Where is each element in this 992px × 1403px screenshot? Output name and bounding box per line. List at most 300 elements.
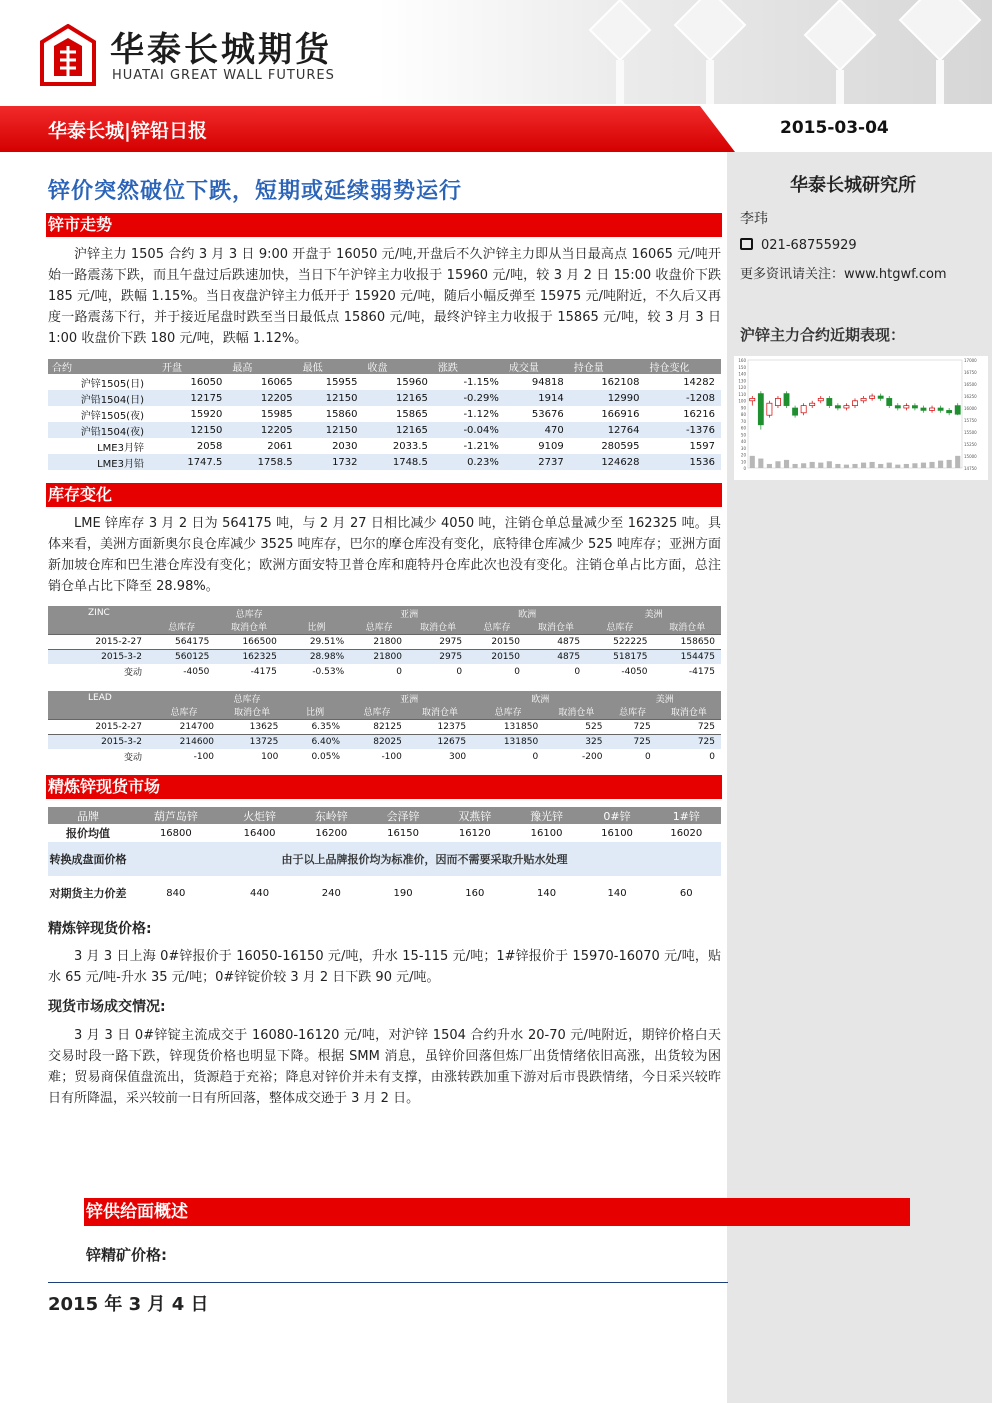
region-group-header: 美洲 (586, 606, 721, 620)
left-axis-tick: 140 (738, 371, 746, 377)
price-cell: 470 (505, 422, 570, 438)
contract-name: 沪锌1505(夜) (80, 410, 144, 422)
inventory-cell: 0 (574, 666, 581, 677)
inventory-subheader: 总库存 (346, 705, 408, 719)
supply-subheading: 锌精矿价格: (86, 1246, 167, 1264)
inventory-cell: 725 (608, 734, 656, 749)
inventory-cell: 522225 (586, 634, 653, 649)
price-cell: -0.29% (434, 390, 505, 406)
volume-bar (775, 461, 780, 468)
spot-price-table (48, 807, 721, 910)
volume-bar (895, 465, 900, 468)
volume-bar (955, 456, 960, 468)
inventory-subheader: 总库存 (350, 620, 408, 634)
brand-header: 东岭锌 (295, 807, 367, 824)
right-axis-tick: 15500 (964, 430, 977, 435)
brand-diff: 60 (679, 887, 693, 899)
brand-diff: 140 (607, 887, 627, 899)
inventory-cell: -4050 (621, 666, 648, 677)
volume-bar (929, 462, 934, 468)
inventory-cell: 6.35% (284, 719, 346, 734)
price-cell: 1758.5 (228, 454, 298, 470)
inventory-cell: 2975 (408, 649, 468, 664)
inventory-cell: 162325 (215, 649, 282, 664)
price-cell: 16216 (683, 408, 715, 420)
inventory-row (48, 649, 721, 664)
page-header (0, 0, 992, 104)
inventory-subheader: 总库存 (472, 705, 544, 719)
brand-name-cn: 华泰长城期货 (110, 30, 332, 70)
section-bar-supply (84, 1198, 910, 1226)
price-cell: 16050 (190, 376, 223, 388)
inventory-cell: 29.51% (283, 634, 350, 649)
right-axis-tick: 15250 (964, 442, 977, 447)
header-decoration (560, 0, 992, 104)
price-table-row (48, 422, 721, 438)
brand-price: 16100 (601, 827, 633, 839)
volume-bar (887, 463, 892, 468)
headline: 锌价突然破位下跌，短期或延续弱势运行 (48, 179, 463, 204)
candle-body (921, 408, 926, 410)
inventory-row (48, 664, 721, 679)
spot-price-paragraph: 3 月 3 日上海 0#锌报价于 16050-16150 元/吨，升水 15-115 元/吨；1#锌报价于 15970-16070 元/吨，贴水 65 元/吨-升水 35 元/吨；0#锌锭价较 3 月 2 日下跌 90 元/吨。 (48, 949, 721, 985)
contract-name: LME3月铅 (48, 454, 158, 470)
contract-name: LME3月锌 (97, 442, 144, 454)
candle-body (947, 410, 952, 412)
left-axis-tick: 40 (740, 439, 746, 444)
inventory-subheader: 取消仓单 (657, 705, 721, 719)
brand-header: 1#锌 (652, 807, 721, 824)
candle-body (878, 396, 883, 398)
inventory-cell: 518175 (586, 649, 653, 664)
price-cell: 12150 (299, 422, 364, 438)
inventory-cell: -4175 (688, 666, 715, 677)
inventory-cell: -100 (193, 751, 215, 762)
inventory-subheader: 总库存 (586, 620, 653, 634)
price-cell: 124628 (570, 454, 646, 470)
region-group-header: 总库存 (148, 691, 346, 705)
left-axis-tick: 20 (740, 452, 746, 458)
price-table-header: 持仓量 (570, 359, 646, 374)
price-table-row (48, 406, 721, 422)
inventory-row (48, 634, 721, 649)
price-cell: 1536 (646, 454, 722, 470)
inventory-cell: 131850 (472, 734, 544, 749)
brand-price: 16120 (458, 827, 491, 839)
left-axis-tick: 130 (738, 378, 746, 384)
inventory-cell: 0 (514, 666, 520, 677)
price-cell: 12150 (299, 390, 364, 406)
inventory-date: 2015-2-27 (48, 634, 148, 649)
inventory-subheader: 比例 (283, 620, 350, 634)
right-axis-tick: 16750 (964, 370, 977, 375)
brand-header: 0#锌 (582, 807, 651, 824)
inventory-cell: 725 (608, 719, 656, 734)
spot-deal-paragraph: 3 月 3 日 0#锌锭主流成交于 16080-16120 元/吨，对沪锌 1504 合约升水 20-70 元/吨附近，期锌价格白天交易时段一路下跌，锌现货价格也明显下降。根据 SMM 消息，虽锌价回落但炼厂出货情绪依旧高涨，出货较为困难；贸易商保值盘流出，货源趋于充裕；降息对锌价并未有支撑，由涨转跌加重下游对后市畏跌情绪，今日采兴较昨日有所降温，采兴较前一日有所回落，整体成交逊于 3 月 2 日。 (48, 1028, 721, 1106)
left-axis-tick: 160 (738, 358, 746, 363)
candle-body (955, 406, 960, 415)
price-cell: 15920 (190, 408, 223, 420)
candle-body (861, 398, 866, 400)
inventory-cell: 4875 (526, 649, 586, 664)
price-cell: 2033.5 (392, 440, 428, 452)
inventory-cell: 20150 (468, 634, 526, 649)
region-group-header: 美洲 (608, 691, 721, 705)
inventory-cell: -4050 (183, 666, 210, 677)
inventory-cell: 21800 (350, 634, 408, 649)
plot-area (748, 360, 962, 468)
price-cell: 15865 (396, 408, 428, 420)
price-table-row (48, 438, 721, 454)
volume-bar (801, 463, 806, 468)
region-group-header: 亚洲 (350, 606, 468, 620)
region-group-header: 欧洲 (468, 606, 586, 620)
price-cell: 12165 (364, 422, 434, 438)
price-cell: 1597 (689, 440, 715, 452)
inventory-subheader: 总库存 (468, 620, 526, 634)
inventory-cell: 0 (456, 666, 463, 677)
brand-diff: 190 (393, 887, 413, 899)
price-table-header: 开盘 (158, 359, 228, 374)
price-cell: 1914 (505, 390, 570, 406)
price-cell: 16065 (260, 376, 293, 388)
inventory-cell: 0 (396, 666, 402, 677)
volume-bar (947, 460, 952, 468)
convert-note: 由于以上品牌报价均为标准价，因而不需要采取升贴水处理 (128, 842, 721, 876)
inventory-subheader: 比例 (284, 705, 346, 719)
report-title: 华泰长城|锌铅日报 (48, 120, 207, 142)
zinc-inventory-table (48, 606, 721, 679)
price-cell: 94818 (531, 376, 564, 388)
price-table-header: 持仓变化 (646, 359, 722, 374)
price-cell: 2061 (267, 440, 293, 452)
brand-header: 双燕锌 (439, 807, 511, 824)
inventory-cell: 564175 (148, 634, 215, 649)
lead-inventory-table (48, 691, 721, 764)
right-axis-tick: 16500 (964, 382, 977, 387)
left-axis-tick: 60 (740, 425, 746, 431)
region-group-header: 亚洲 (346, 691, 472, 705)
inventory-cell: 325 (544, 734, 608, 749)
candle-body (912, 406, 917, 408)
inventory-subheader: 取消仓单 (220, 705, 284, 719)
spot-deal-heading: 现货市场成交情况: (48, 999, 166, 1015)
inventory-date: 变动 (123, 753, 142, 763)
brand-price: 16100 (530, 827, 563, 839)
price-cell: 280595 (601, 440, 640, 452)
price-cell: 15860 (325, 408, 358, 420)
volume-bar (818, 463, 823, 468)
inventory-cell: 82025 (346, 734, 408, 749)
inventory-cell: 525 (544, 719, 608, 734)
left-axis-tick: 80 (740, 412, 746, 417)
website-link[interactable]: www.htgwf.com (844, 267, 947, 282)
price-cell: 2030 (332, 440, 358, 452)
section-bar-market (46, 213, 722, 237)
candle-body (784, 394, 789, 406)
metal-label: ZINC (48, 606, 148, 620)
candle-body (750, 398, 755, 400)
inventory-cell: 166500 (215, 634, 282, 649)
price-cell: 12165 (364, 390, 434, 406)
candle-body (904, 406, 909, 408)
left-axis-tick: 150 (738, 364, 746, 370)
brand-diff: 440 (250, 887, 270, 899)
price-cell: 0.23% (434, 454, 505, 470)
price-table-header: 涨跌 (434, 359, 505, 374)
inventory-cell: 21800 (350, 649, 408, 664)
brand-price: 16020 (670, 827, 703, 839)
left-axis-tick: 30 (740, 445, 746, 451)
inventory-subheader: 取消仓单 (544, 705, 608, 719)
volume-bar (870, 462, 875, 468)
brand-header: 豫光锌 (511, 807, 583, 824)
inventory-paragraph: LME 锌库存 3 月 2 日为 564175 吨，与 2 月 27 日相比减少 4050 吨，注销仓单总量减少至 162325 吨。具体来看，美洲方面新奥尔良仓库减少 3525 吨库存，巴尔的摩仓库没有变化，底特律仓库减少 525 吨库存；亚洲方面新加坡仓库和巴生港仓库没有变化；欧洲方面安特卫普仓库和鹿特丹仓库此次也没有变化。注销仓单占比方面，总注销仓单占比下降至 28.98%。 (48, 516, 721, 594)
price-cell: 12150 (158, 422, 228, 438)
price-cell: 12990 (570, 390, 646, 406)
section-title-spot: 精炼锌现货市场 (46, 775, 168, 799)
price-table (48, 359, 721, 470)
inventory-cell: 6.40% (284, 734, 346, 749)
left-axis-tick: 120 (738, 385, 746, 390)
price-cell: 12205 (228, 422, 298, 438)
inventory-date: 2015-2-27 (48, 719, 148, 734)
candle-body (775, 398, 780, 405)
inventory-cell: 0.05% (311, 751, 341, 762)
volume-bar (750, 456, 755, 468)
candle-body (895, 406, 900, 408)
volume-bar (758, 459, 763, 468)
candle-body (793, 408, 798, 415)
candle-body (938, 408, 943, 410)
inventory-cell: 158650 (654, 634, 721, 649)
inventory-cell: 300 (448, 751, 467, 762)
section-title-inventory: 库存变化 (46, 483, 120, 507)
inventory-cell: 131850 (472, 719, 544, 734)
section-bar-spot (46, 775, 722, 799)
region-group-header: 总库存 (148, 606, 350, 620)
price-cell: 12205 (228, 390, 298, 406)
price-table-header: 收盘 (364, 359, 434, 374)
inventory-subheader: 总库存 (148, 705, 220, 719)
left-axis-tick: 110 (738, 391, 746, 397)
left-axis-tick: 10 (740, 459, 746, 465)
left-axis-tick: 100 (738, 398, 746, 404)
inventory-cell: 12375 (408, 719, 472, 734)
report-banner (0, 106, 992, 152)
candle-body (835, 406, 840, 408)
price-table-header: 成交量 (505, 359, 570, 374)
inventory-cell: 2975 (408, 634, 468, 649)
volume-bar (810, 462, 815, 468)
inventory-cell: 725 (657, 734, 721, 749)
price-cell: -1.12% (463, 408, 499, 420)
brand-diff: 160 (465, 887, 485, 899)
brand-header: 葫芦岛锌 (128, 807, 224, 824)
inventory-cell: -200 (582, 751, 603, 762)
price-cell: 9109 (538, 440, 564, 452)
price-cell: -1376 (646, 422, 722, 438)
chart-title: 沪锌主力合约近期表现： (740, 326, 906, 344)
candle-body (767, 403, 772, 415)
volume-bar (827, 461, 832, 468)
brand-header: 火炬锌 (224, 807, 296, 824)
price-cell: 1732 (299, 454, 364, 470)
brand-price: 16200 (315, 827, 348, 839)
brand-header: 品牌 (48, 807, 128, 824)
institute-name: 华泰长城研究所 (790, 175, 916, 196)
price-cell: -1208 (646, 390, 722, 406)
left-axis-tick: 90 (740, 405, 746, 411)
price-table-row (48, 454, 721, 470)
inventory-cell: 28.98% (283, 649, 350, 664)
price-label: 报价均值 (66, 827, 110, 840)
right-axis-tick: 15000 (964, 454, 977, 459)
inventory-cell: -100 (381, 751, 402, 762)
website-line (740, 263, 947, 282)
contract-name: 沪锌1505(日) (80, 378, 144, 390)
price-table-row (48, 374, 721, 390)
right-axis-tick: 14750 (964, 466, 977, 471)
section-title-market: 锌市走势 (46, 213, 120, 237)
spot-price-heading: 精炼锌现货价格: (48, 921, 152, 937)
brand-header: 会泽锌 (367, 807, 439, 824)
inventory-row (48, 719, 721, 734)
volume-bar (878, 464, 883, 468)
right-axis-tick: 15750 (964, 418, 977, 423)
candle-body (887, 398, 892, 405)
contract-name: 沪铅1504(夜) (48, 422, 158, 438)
volume-bar (938, 461, 943, 468)
candle-body (852, 401, 857, 406)
price-cell: 53676 (531, 408, 564, 420)
huatai-logo-icon (40, 24, 96, 86)
price-cell: 166916 (601, 408, 640, 420)
phone-number: 021-68755929 (761, 238, 857, 253)
inventory-cell: 100 (261, 751, 279, 762)
footer-divider (48, 1282, 728, 1283)
volume-bar (852, 464, 857, 468)
candle-body (844, 406, 849, 408)
metal-label: LEAD (48, 691, 148, 705)
price-cell: 14282 (683, 376, 715, 388)
volume-bar (784, 460, 789, 468)
region-group-header: 欧洲 (472, 691, 608, 705)
right-axis-tick: 16000 (964, 406, 977, 411)
inventory-subheader: 总库存 (608, 705, 656, 719)
inventory-cell: 13625 (220, 719, 284, 734)
brand-diff: 140 (537, 887, 557, 899)
inventory-row (48, 749, 721, 764)
price-table-row (48, 390, 721, 406)
inventory-cell: 214600 (148, 734, 220, 749)
candle-body (801, 406, 806, 413)
inventory-subheader: 总库存 (148, 620, 215, 634)
author-name: 李玮 (740, 211, 768, 227)
volume-bar (912, 463, 917, 468)
market-paragraph: 沪锌主力 1505 合约 3 月 3 日 9:00 开盘于 16050 元/吨,开盘后不久沪锌主力即从当日最高点 16065 元/吨开始一路震荡下跌，而且午盘过后跌速加快，当日下午沪锌主力收报于 15960 元/吨，较 3 月 2 日 15:00 收盘价下跌 185 元/吨，跌幅 1.15%。当日夜盘沪锌主力低开于 15920 元/吨，随后小幅反弹至 15975 元/吨附近，不久后又再度一路震荡下行，并于接近尾盘时跌至当日最低点 15860 元/吨，最终沪锌主力收报于 15865 元/吨，较 3 月 3 日 1:00 收盘价下跌 180 元/吨，跌幅 1.12%。 (48, 247, 721, 346)
inventory-date: 2015-3-2 (48, 649, 148, 664)
candle-body (810, 403, 815, 405)
price-cell: -1.21% (463, 440, 499, 452)
volume-bar (793, 464, 798, 468)
contract-name: 沪铅1504(日) (48, 390, 158, 406)
brand-price: 16150 (387, 827, 419, 839)
inventory-subheader: 取消仓单 (526, 620, 586, 634)
volume-bar (835, 464, 840, 468)
diff-label: 对期货主力价差 (49, 886, 127, 900)
inventory-cell: 560125 (148, 649, 215, 664)
left-axis-tick: 0 (743, 466, 746, 471)
inventory-subheader: 取消仓单 (654, 620, 721, 634)
right-axis-tick: 17000 (964, 358, 977, 363)
inventory-date: 变动 (123, 668, 142, 678)
brand-name-en: HUATAI GREAT WALL FUTURES (112, 68, 335, 83)
price-cell: 2737 (505, 454, 570, 470)
volume-bar (904, 464, 909, 468)
inventory-cell: 12675 (408, 734, 472, 749)
brand-price: 16800 (159, 827, 192, 839)
section-bar-inventory (46, 483, 722, 507)
price-cell: 2058 (196, 440, 223, 452)
candle-body (870, 396, 875, 398)
zinc-candlestick-chart (734, 356, 988, 480)
right-axis-tick: 16250 (964, 394, 977, 399)
price-table-header: 合约 (48, 359, 158, 374)
inventory-cell: 154475 (654, 649, 721, 664)
inventory-subheader: 取消仓单 (408, 705, 472, 719)
footer-date: 2015 年 3 月 4 日 (48, 1294, 209, 1315)
inventory-cell: 13725 (220, 734, 284, 749)
inventory-cell: 0 (532, 751, 539, 762)
report-date: 2015-03-04 (780, 118, 889, 138)
volume-bar (844, 465, 849, 468)
inventory-cell: -0.53% (312, 666, 345, 677)
inventory-cell: 0 (709, 751, 715, 762)
inventory-cell: 214700 (148, 719, 220, 734)
price-cell: 1747.5 (158, 454, 228, 470)
inventory-row (48, 734, 721, 749)
inventory-cell: 0 (644, 751, 651, 762)
candle-body (818, 398, 823, 400)
price-cell: 15960 (396, 376, 428, 388)
candle-body (929, 408, 934, 410)
candle-body (758, 394, 763, 425)
website-label: 更多资讯请关注： (740, 267, 845, 282)
price-cell: 162108 (601, 376, 640, 388)
volume-bar (767, 464, 772, 468)
inventory-cell: 4875 (526, 634, 586, 649)
price-table-header: 最低 (299, 359, 364, 374)
brand-diff: 240 (321, 887, 341, 899)
candle-body (827, 398, 832, 405)
left-axis-tick: 50 (740, 432, 746, 438)
volume-bar (921, 463, 926, 468)
phone-icon (740, 238, 753, 250)
price-cell: 15955 (325, 376, 358, 388)
volume-bar (861, 463, 866, 468)
convert-label: 转换成盘面价格 (48, 842, 128, 876)
price-cell: 15985 (260, 408, 293, 420)
section-title-supply: 锌供给面概述 (84, 1198, 196, 1226)
price-cell: -1.15% (463, 376, 499, 388)
chart-svg (734, 356, 988, 480)
left-axis-tick: 70 (740, 418, 746, 424)
inventory-subheader: 取消仓单 (408, 620, 468, 634)
price-table-header: 最高 (228, 359, 298, 374)
inventory-cell: 725 (657, 719, 721, 734)
author-phone (740, 238, 857, 253)
